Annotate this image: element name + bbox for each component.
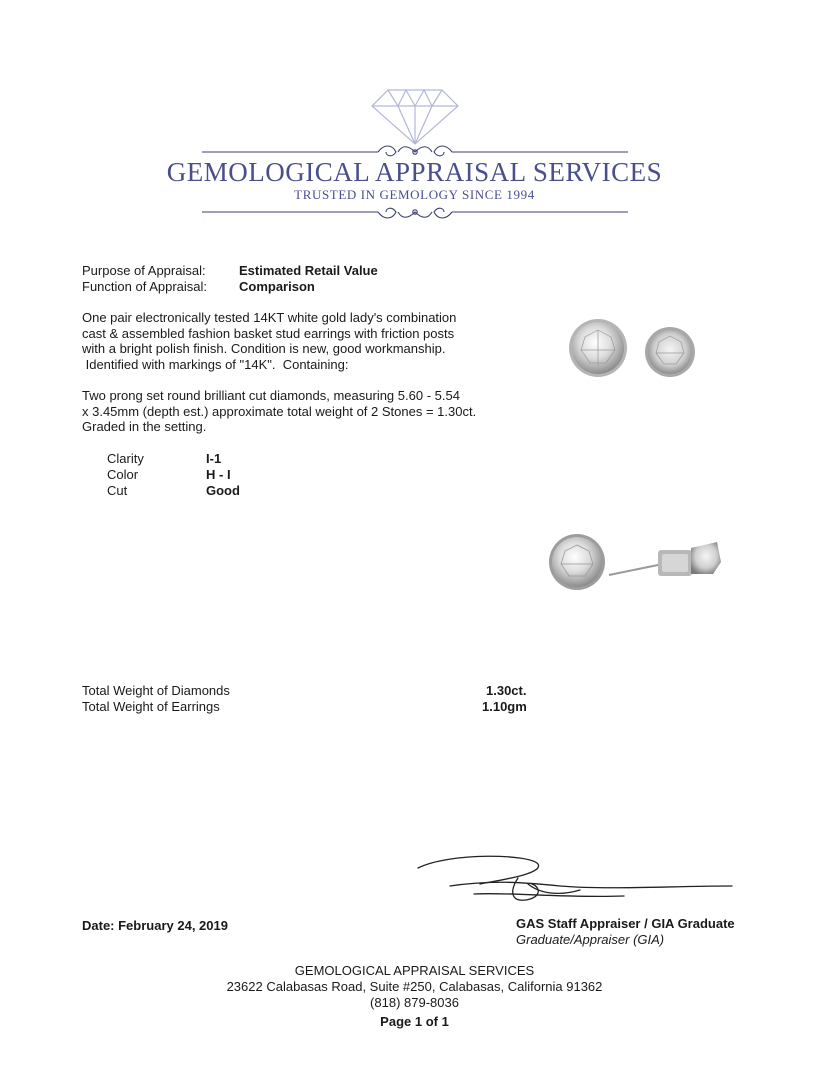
company-tagline: TRUSTED IN GEMOLOGY SINCE 1994 xyxy=(294,187,535,202)
grade-value-cut: Good xyxy=(206,483,240,498)
earring-photo-side xyxy=(545,528,730,598)
total-label-diamonds: Total Weight of Diamonds xyxy=(82,683,230,698)
grade-label-cut: Cut xyxy=(107,483,128,498)
bottom-ornament-divider xyxy=(200,202,630,224)
company-name: GEMOLOGICAL APPRAISAL SERVICES xyxy=(166,157,663,187)
appraiser-title: GAS Staff Appraiser / GIA Graduate xyxy=(516,916,735,931)
total-label-earrings: Total Weight of Earrings xyxy=(82,699,220,714)
stone-line: Graded in the setting. xyxy=(82,419,207,434)
diamond-icon xyxy=(370,88,460,146)
total-value-earrings: 1.10gm xyxy=(482,699,527,714)
appraiser-signature xyxy=(410,850,740,915)
description-line: with a bright polish finish. Condition is new, good workmanship. xyxy=(82,341,446,356)
grade-label-clarity: Clarity xyxy=(107,451,144,466)
page-number: Page 1 of 1 xyxy=(380,1014,449,1029)
earring-photo-front xyxy=(560,310,710,390)
item-description xyxy=(82,310,456,372)
function-label: Function of Appraisal: xyxy=(82,279,208,294)
function-value: Comparison xyxy=(239,279,315,294)
appraisal-date: Date: February 24, 2019 xyxy=(82,918,228,933)
appraiser-subtitle: Graduate/Appraiser (GIA) xyxy=(516,932,665,947)
grade-label-color: Color xyxy=(107,467,139,482)
footer-phone: (818) 879-8036 xyxy=(370,995,459,1010)
stone-line: Two prong set round brilliant cut diamonds, measuring 5.60 - 5.54 xyxy=(82,388,460,403)
stone-description xyxy=(82,388,476,435)
description-line: Identified with markings of "14K". Containing: xyxy=(82,356,349,372)
grade-value-clarity: I-1 xyxy=(206,451,222,466)
total-value-diamonds: 1.30ct. xyxy=(486,683,527,698)
description-line: One pair electronically tested 14KT white gold lady's combination xyxy=(82,310,457,325)
purpose-value: Estimated Retail Value xyxy=(239,263,378,278)
purpose-label: Purpose of Appraisal: xyxy=(82,263,206,278)
footer-company: GEMOLOGICAL APPRAISAL SERVICES xyxy=(294,963,535,978)
stone-line: x 3.45mm (depth est.) approximate total weight of 2 Stones = 1.30ct. xyxy=(82,403,477,419)
description-line: cast & assembled fashion basket stud earrings with friction posts xyxy=(82,325,455,341)
footer-address: 23622 Calabasas Road, Suite #250, Calabasas, California 91362 xyxy=(226,979,603,994)
grade-value-color: H - I xyxy=(206,467,231,482)
